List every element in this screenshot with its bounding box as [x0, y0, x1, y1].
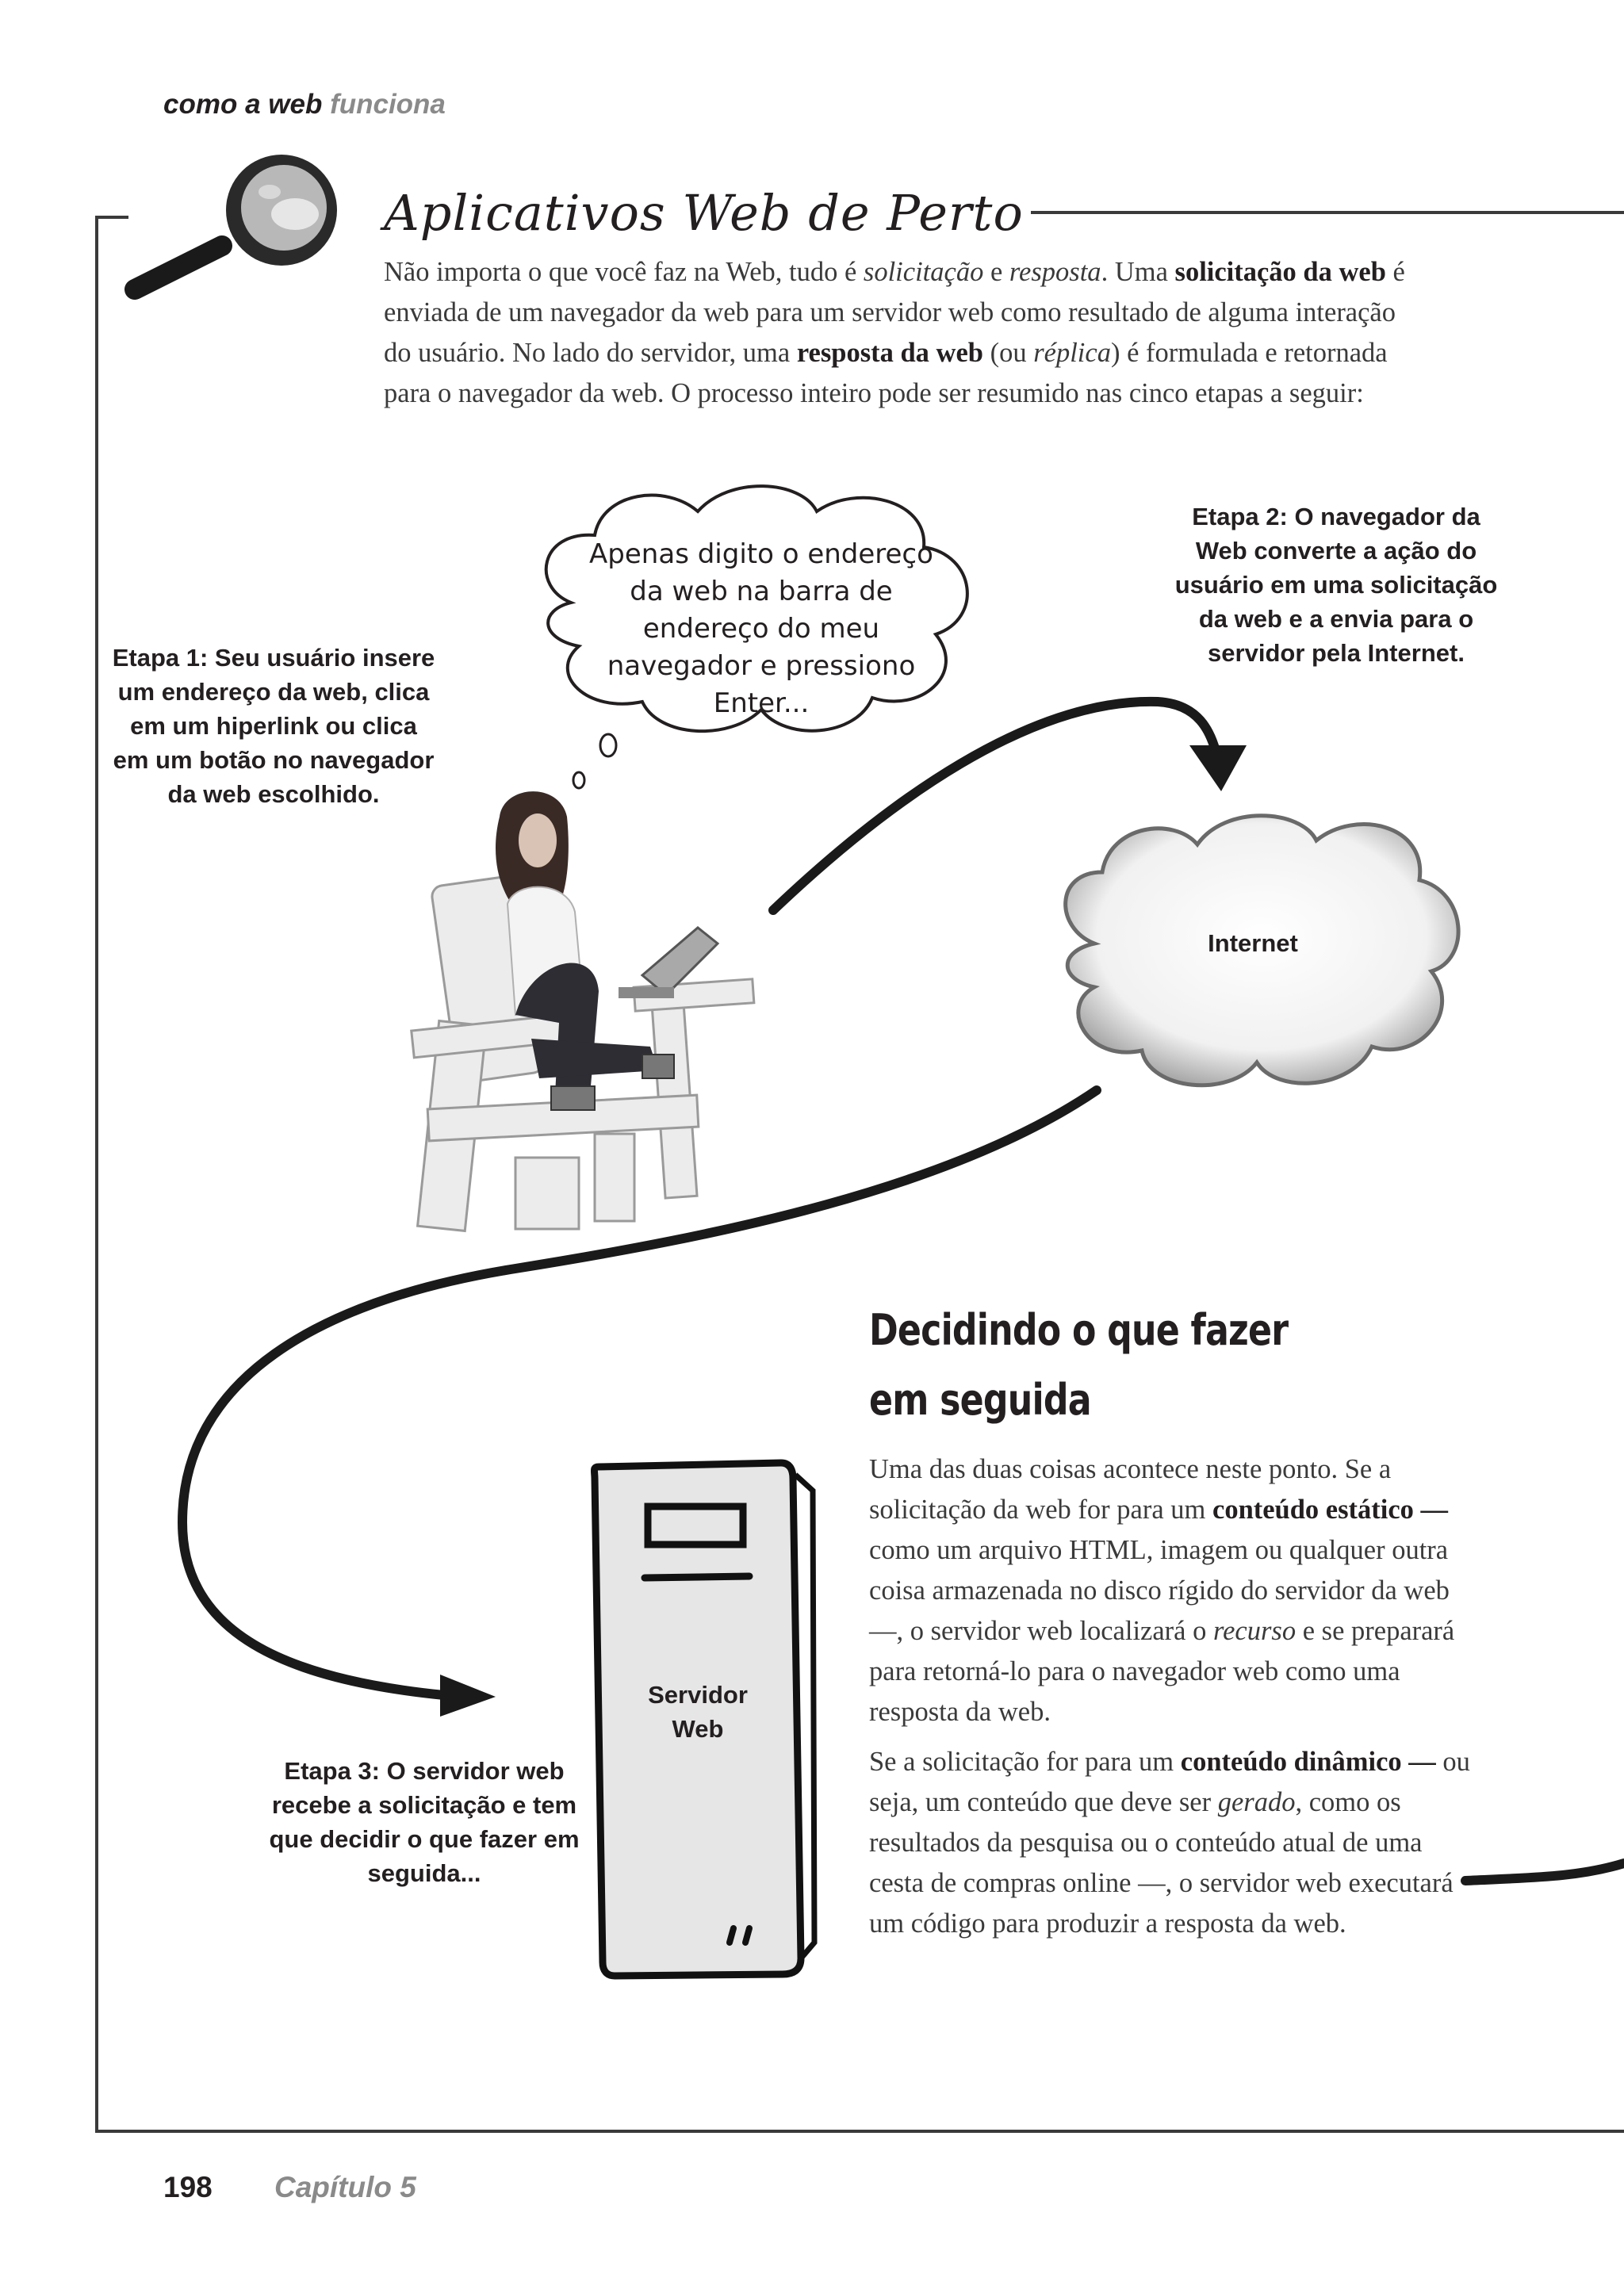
- intro-paragraph: Não importa o que você faz na Web, tudo é solicitação e resposta. Uma solicitação da web é enviada de um navegador da web para um servidor web como resultado de alguma interação do usuário. No lado do servidor, uma resposta da web (ou réplica) é formulada e retornada para o navegador da web. O processo inteiro pode ser resumido nas cinco etapas a seguir:: [384, 257, 1405, 408]
- body-paragraph-1: Uma das duas coisas acontece neste ponto. Se a solicitação da web for para um conteúdo estático — como um arquivo HTML, imagem ou qualquer outra coisa armazenada no disco rígido do servidor da web —, o servidor web localizará o recurso e se preparará para retorná-lo para o navegador web como uma resposta da web.: [869, 1454, 1455, 1727]
- section-heading: Decidindo o que fazer em seguida: [869, 1305, 1289, 1425]
- thought-bubble-text: Apenas digito o endereço da web na barra de endereço do meu navegador e pressiono Enter...: [589, 538, 933, 719]
- body-text: [869, 1449, 1480, 1954]
- running-head-main: como a web: [163, 89, 323, 120]
- chapter-label: Capítulo 5: [274, 2171, 416, 2203]
- page-title: Aplicativos Web de Perto: [384, 184, 1024, 242]
- arrowhead-to-server: [440, 1675, 496, 1717]
- body-paragraph-2: Se a solicitação for para um conteúdo dinâmico — ou seja, um conteúdo que deve ser gerado, como os resultados da pesquisa ou o conteúdo atual de uma cesta de compras online —, o servidor web executará um código para produzir a resposta da web.: [869, 1747, 1470, 1939]
- step2-caption: Etapa 2: O navegador da Web converte a ação do usuário em uma solicitação da web e a envia para o servidor pela Internet.: [1174, 503, 1498, 667]
- running-head-accent: funciona: [330, 89, 446, 120]
- page-number: 198: [163, 2171, 213, 2203]
- arrowhead-to-internet: [1189, 745, 1247, 791]
- internet-label: Internet: [1208, 929, 1298, 957]
- step3-caption: Etapa 3: O servidor web recebe a solicitação e tem que decidir o que fazer em seguida...: [269, 1757, 580, 1887]
- step1-caption: Etapa 1: Seu usuário insere um endereço da web, clica em um hiperlink ou clica em um botão no navegador da web escolhido.: [112, 644, 435, 808]
- server-label: Servidor Web: [648, 1681, 748, 1743]
